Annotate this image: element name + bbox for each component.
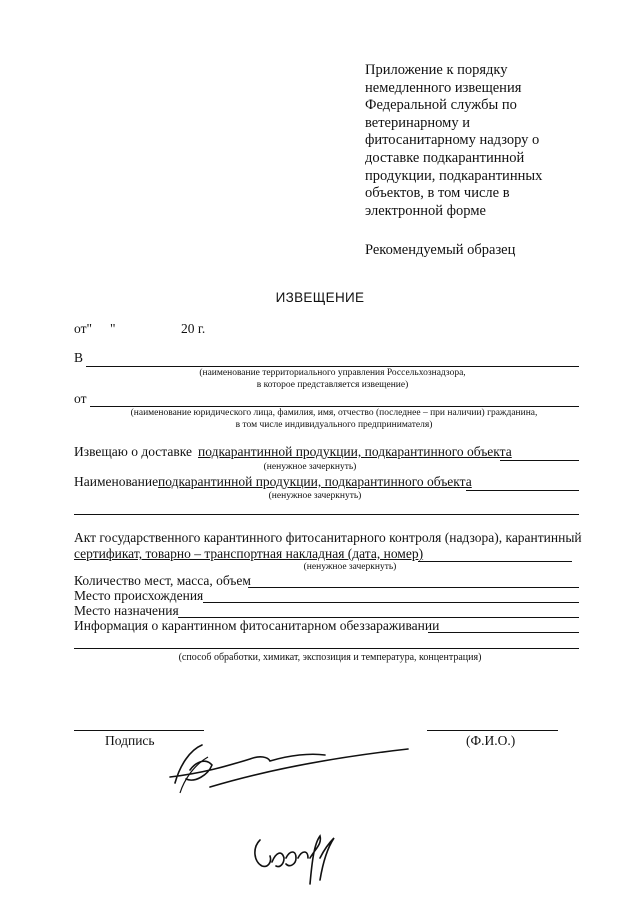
appendix-line: фитосанитарному надзору о <box>365 132 540 149</box>
quantity-label: Количество мест, масса, объем <box>74 573 251 588</box>
origin-field-line[interactable] <box>203 602 579 603</box>
blank-line[interactable] <box>74 514 579 515</box>
recommended-sample-label: Рекомендуемый образец <box>365 242 516 258</box>
to-field-line[interactable] <box>86 366 579 367</box>
name-label: Наименование <box>74 474 159 489</box>
disinfection-field-line[interactable] <box>428 632 579 633</box>
handwritten-signature <box>150 735 420 795</box>
act-line-2[interactable]: сертификат, товарно – транспортная накладная (дата, номер) <box>74 546 424 561</box>
appendix-line: Приложение к порядку <box>365 62 508 78</box>
to-hint-line: в которое представляется извещение) <box>256 379 409 390</box>
destination-label: Место назначения <box>74 603 179 618</box>
from-hint <box>74 408 594 431</box>
notify-value[interactable]: подкарантинной продукции, подкарантинного объекта <box>198 444 512 459</box>
to-label: В <box>74 350 84 365</box>
page-title: ИЗВЕЩЕНИЕ <box>275 290 365 305</box>
from-hint-line: в том числе индивидуального предпринимателя) <box>235 419 433 430</box>
name-value[interactable]: подкарантинной продукции, подкарантинного объекта <box>158 474 472 489</box>
notify-hint: (ненужное зачеркнуть) <box>263 462 357 472</box>
blank-line-2[interactable] <box>74 648 579 649</box>
appendix-line: объектов, в том числе в <box>365 185 510 202</box>
from-field-line[interactable] <box>90 406 579 407</box>
appendix-line: немедленного извещения <box>365 79 522 96</box>
to-hint-line: (наименование территориального управления Россельхознадзора, <box>199 368 466 378</box>
method-hint: (способ обработки, химикат, экспозиция и температура, концентрация) <box>178 652 482 663</box>
handwritten-initials <box>250 828 345 890</box>
appendix-line: электронной форме <box>365 202 486 219</box>
origin-label: Место происхождения <box>74 588 204 603</box>
appendix-line: доставке подкарантинной <box>365 149 525 166</box>
name-line <box>466 490 579 491</box>
quantity-field-line[interactable] <box>248 587 579 588</box>
date-from-label: от" <box>74 321 92 336</box>
act-hint: (ненужное зачеркнуть) <box>303 562 397 572</box>
fio-line[interactable] <box>427 730 558 731</box>
appendix-line: Федеральной службы по <box>365 97 517 114</box>
from-hint-line: (наименование юридического лица, фамилия, имя, отчество (последнее – при наличии) гражданина, <box>130 408 538 418</box>
act-line <box>418 561 572 562</box>
appendix-line: продукции, подкарантинных <box>365 167 543 184</box>
from-label: от <box>74 391 87 406</box>
disinfection-label: Информация о карантинном фитосанитарном обеззараживании <box>74 618 440 633</box>
signature-line[interactable] <box>74 730 204 731</box>
act-line-1: Акт государственного карантинного фитосанитарного контроля (надзора), карантинный <box>74 530 582 545</box>
notify-line <box>500 460 579 461</box>
name-hint: (ненужное зачеркнуть) <box>268 491 362 501</box>
fio-label: (Ф.И.О.) <box>466 733 516 748</box>
date-quote: " <box>110 321 116 336</box>
date-year: 20 г. <box>181 321 206 336</box>
appendix-line: ветеринарному и <box>365 114 470 131</box>
signature-label: Подпись <box>105 733 155 748</box>
appendix-header <box>365 62 605 220</box>
notify-label: Извещаю о доставке <box>74 444 192 459</box>
to-hint <box>86 368 579 391</box>
